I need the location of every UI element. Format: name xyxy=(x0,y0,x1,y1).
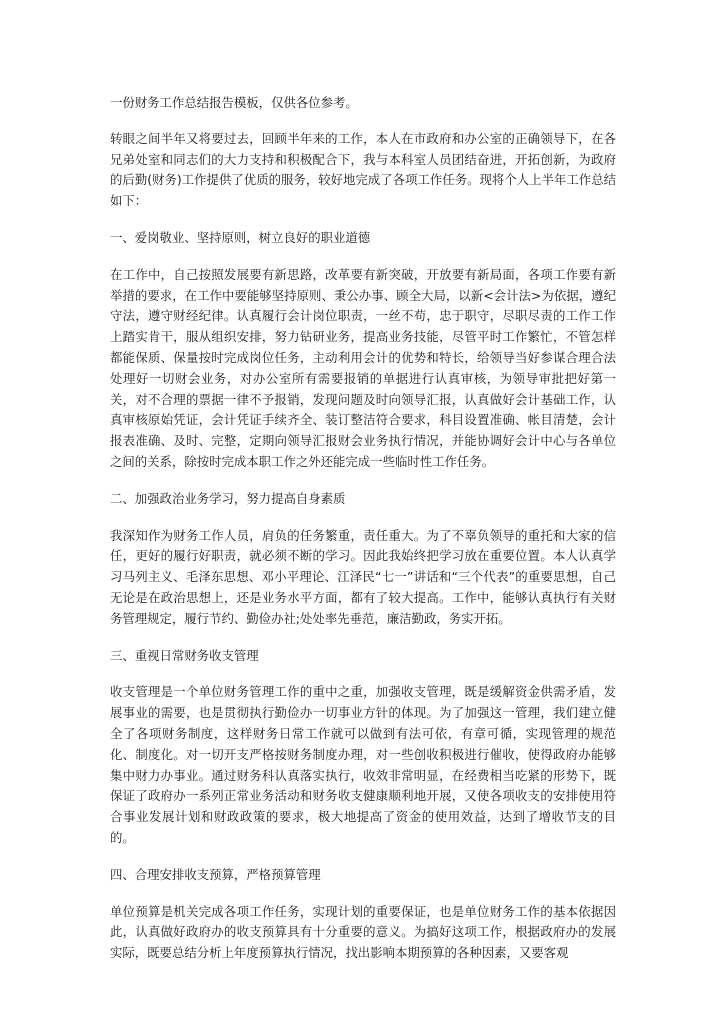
section-body-3: 收支管理是一个单位财务管理工作的重中之重，加强收支管理，既是缓解资金供需矛盾，发展事业的需要，也是贯彻执行勤俭办一切事业方针的体现。为了加强这一管理，我们建立健全了各项财务制度，这样财务日常工作就可以做到有法可依，有章可循，实现管理的规范化、制度化。对一切开支严格按财务制度办理，对一些创收积极进行催收，使得政府办能够集中财力办事业。通过财务科认真落实执行，收效非常明显，在经费相当吃紧的形势下，既保证了政府办一系列正常业务活动和财务收支健康顺利地开展，又使各项收支的安排使用符合事业发展计划和财政政策的要求，极大地提高了资金的使用效益，达到了增收节支的目的。 xyxy=(110,684,616,845)
document-page xyxy=(110,93,616,964)
section-body-1: 在工作中，自己按照发展要有新思路，改革要有新突破，开放要有新局面，各项工作要有新举措的要求，在工作中要能够坚持原则、秉公办事、顾全大局，以新<会计法>为依据，遵纪守法，遵守财经纪律。认真履行会计岗位职责，一丝不苟，忠于职守，尽职尽责的工作工作上踏实肯干，服从组织安排，努力钻研业务，提高业务技能，尽管平时工作繁忙，不管怎样都能保质、保量按时完成岗位任务，主动利用会计的优势和特长，给领导当好参谋合理合法处理好一切财会业务，对办公室所有需要报销的单据进行认真审核，为领导审批把好第一关，对不合理的票据一律不予报销，发现问题及时向领导汇报，认真做好会计基础工作，认真审核原始凭证，会计凭证手续齐全、装订整洁符合要求，科目设置准确、帐目清楚，会计报表准确、及时、完整，定期向领导汇报财会业务执行情况，并能协调好会计中心与各单位之间的关系，除按时完成本职工作之外还能完成一些临时性工作任务。 xyxy=(110,266,616,469)
section-heading-4: 四、合理安排收支预算，严格预算管理 xyxy=(110,866,321,882)
section-body-4: 单位预算是机关完成各项工作任务，实现计划的重要保证，也是单位财务工作的基本依据因此，认真做好政府办的收支预算具有十分重要的意义。为搞好这项工作，根据政府办的发展实际，既要总结分析上年度预算执行情况，找出影响本期预算的各种因素，又要客观 xyxy=(110,903,616,961)
section-heading-1: 一、爱岗敬业、坚持原则，树立良好的职业道德 xyxy=(110,229,371,245)
section-body-2: 我深知作为财务工作人员，肩负的任务繁重，责任重大。为了不辜负领导的重托和大家的信任，更好的履行好职责，就必须不断的学习。因此我始终把学习放在重要位置。本人认真学习马列主义、毛泽东思想、邓小平理论、江泽民“七一”讲话和“三个代表”的重要思想，自己无论是在政治思想上，还是业务水平方面，都有了较大提高。工作中，能够认真执行有关财务管理规定，履行节约、勤俭办社;处处率先垂范，廉洁勤政，务实开拓。 xyxy=(110,527,616,626)
section-heading-2: 二、加强政治业务学习，努力提高自身素质 xyxy=(110,490,346,506)
section-heading-3: 三、重视日常财务收支管理 xyxy=(110,647,259,663)
opening-paragraph: 转眼之间半年又将要过去，回顾半年来的工作，本人在市政府和办公室的正确领导下，在各兄弟处室和同志们的大力支持和积极配合下，我与本科室人员团结奋进，开拓创新，为政府的后勤(财务)工作提供了优质的服务，较好地完成了各项工作任务。现将个人上半年工作总结如下： xyxy=(110,130,616,209)
intro-line: 一份财务工作总结报告模板，仅供各位参考。 xyxy=(110,95,358,110)
